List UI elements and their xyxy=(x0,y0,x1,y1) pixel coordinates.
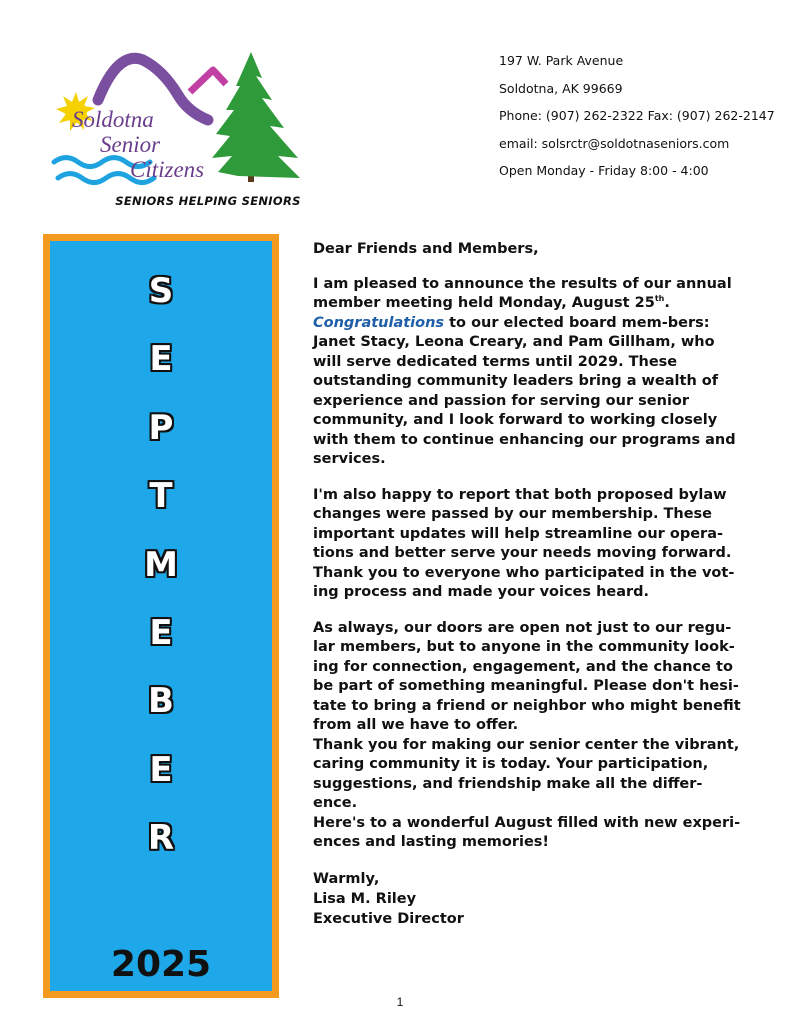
month-letter: B xyxy=(148,681,174,722)
month-letter: E xyxy=(149,339,173,380)
month-letter: E xyxy=(149,749,173,790)
mountain-peak xyxy=(190,70,226,92)
address: 197 W. Park Avenue xyxy=(499,53,624,68)
month-letter: R xyxy=(147,818,175,859)
closing: Warmly, xyxy=(313,870,380,887)
month-banner xyxy=(43,234,279,998)
tagline: SENIORS HELPING SENIORS xyxy=(115,194,301,208)
logo-text-line3: Citizens xyxy=(130,157,205,182)
ordinal-suffix: th xyxy=(654,294,665,304)
email[interactable]: email: solsrctr@soldotnaseniors.com xyxy=(499,135,730,151)
letter-body xyxy=(313,240,745,929)
office-hours: Open Monday - Friday 8:00 - 4:00 xyxy=(499,163,709,178)
punctuation: . xyxy=(664,295,670,311)
month-letters xyxy=(50,271,272,887)
paragraph-2: I'm also happy to report that both proposed bylaw changes were passed by our membership. These important updates will help streamline our opera-tions and better serve your needs moving forward. Thank you to everyone who participated in the vot-ing process and made your voices heard. xyxy=(313,486,735,600)
logo-text-line2: Senior xyxy=(100,132,161,157)
year: 2025 xyxy=(110,944,212,985)
paragraph-1-end: to our elected board mem-bers: Janet Stacy, Leona Creary, and Pam Gillham, who will serve dedicated terms until 2029. These outstanding community leaders bring a wealth of experience and passion for serving our senior community, and I look forward to working closely with them to continue enhancing our programs and services. xyxy=(313,314,736,467)
month-letter: M xyxy=(144,544,178,585)
paragraph-5: Here's to a wonderful August filled with new experi-ences and lasting memories! xyxy=(313,814,741,850)
month-letter: T xyxy=(149,476,173,517)
month-letter: P xyxy=(148,407,174,448)
signer-title: Executive Director xyxy=(313,910,464,927)
month-letter: S xyxy=(148,271,174,311)
city: Soldotna, AK 99669 xyxy=(499,80,623,96)
phone-fax: Phone: (907) 262-2322 Fax: (907) 262-2147 xyxy=(499,108,775,123)
tree-icon xyxy=(212,52,300,182)
logo xyxy=(48,40,318,215)
congratulations-highlight: Congratulations xyxy=(313,314,445,331)
logo-text-line1: Soldotna xyxy=(72,107,154,132)
paragraph-1 xyxy=(313,275,745,470)
page-number: 1 xyxy=(396,995,404,1009)
contact-info xyxy=(499,53,789,191)
paragraph-1-start: I am pleased to announce the results of our annual member meeting held Monday, August 25 xyxy=(313,275,732,311)
paragraph-4: Thank you for making our senior center the vibrant, caring community it is today. Your participation, suggestions, and friendship make all the differ-ence. xyxy=(313,736,740,811)
greeting: Dear Friends and Members, xyxy=(313,241,539,257)
paragraph-3: As always, our doors are open not just to our regu-lar members, but to anyone in the community look-ing for connection, engagement, and the chance to be part of something meaningful. Please don't hesi-tate to bring a friend or neighbor who might benefit from all we have to offer. xyxy=(313,619,741,733)
signature-block xyxy=(313,869,745,929)
month-letter: E xyxy=(149,612,173,653)
signer-name: Lisa M. Riley xyxy=(313,890,417,907)
